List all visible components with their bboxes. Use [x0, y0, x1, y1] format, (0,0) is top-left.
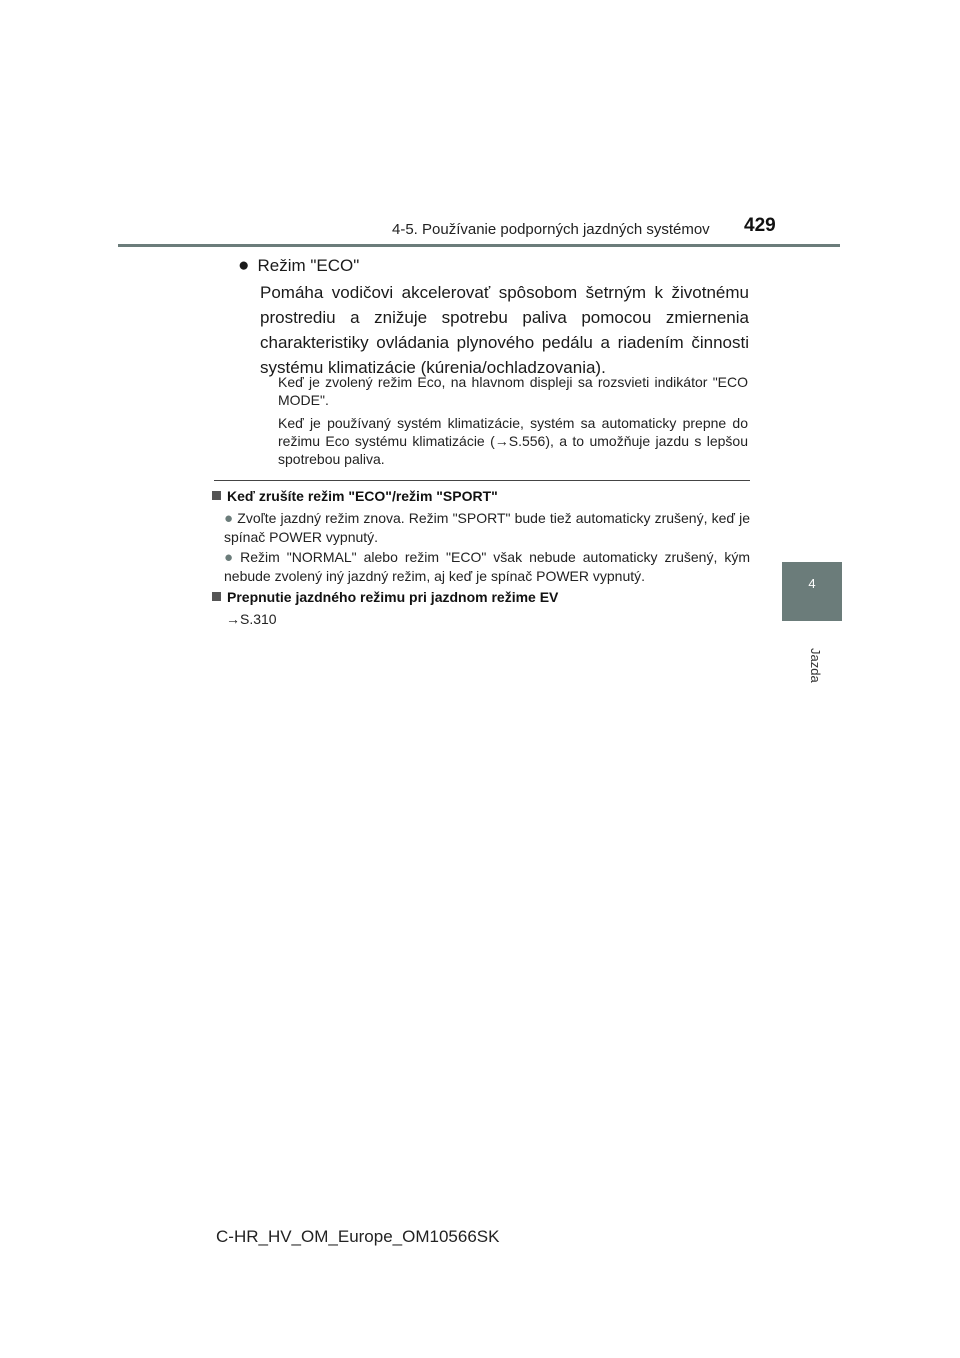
cancel-mode-bullet-2-text: Režim "NORMAL" alebo režim "ECO" však nebude automaticky zrušený, kým nebude zvolený iný jazdný režim, aj keď je spínač POWER vypnutý.	[224, 549, 750, 584]
page-reference-link[interactable]: →S.310	[226, 611, 277, 627]
cancel-mode-heading-text: Keď zrušíte režim "ECO"/režim "SPORT"	[227, 488, 498, 504]
eco-mode-heading	[238, 255, 359, 277]
header-title: 4-5. Používanie podporných jazdných systémov	[392, 221, 710, 238]
section-divider	[214, 480, 750, 481]
eco-note-climate: Keď je používaný systém klimatizácie, systém sa automaticky prepne do režimu Eco systému klimatizácie (→S.556), a to umožňuje jazdu s lepšou spotrebou paliva.	[278, 415, 748, 467]
chapter-tab-number: 4	[808, 576, 816, 591]
cancel-mode-heading	[212, 488, 498, 504]
bullet-dot-icon: ●	[238, 255, 250, 276]
cancel-mode-bullet-1-text: Zvoľte jazdný režim znova. Režim "SPORT" bude tiež automaticky zrušený, keď je spínač POWER vypnutý.	[224, 510, 751, 545]
cancel-mode-bullet-2	[224, 548, 750, 586]
document-code: C-HR_HV_OM_Europe_OM10566SK	[216, 1227, 500, 1246]
eco-mode-heading-text: Režim "ECO"	[257, 256, 360, 275]
square-bullet-icon	[212, 592, 221, 601]
square-bullet-icon	[212, 491, 221, 500]
header-divider	[118, 244, 840, 247]
cancel-mode-bullet-1	[224, 509, 750, 547]
ev-mode-heading-text: Prepnutie jazdného režimu pri jazdnom režime EV	[227, 589, 559, 605]
bullet-dot-icon: ●	[224, 549, 237, 566]
page-number: 429	[744, 215, 776, 236]
chapter-tab	[782, 562, 842, 621]
bullet-dot-icon: ●	[224, 510, 234, 527]
chapter-tab-label: Jazda	[808, 648, 823, 683]
eco-note-display: Keď je zvolený režim Eco, na hlavnom displeji sa rozsvieti indikátor "ECO MODE".	[278, 374, 748, 408]
ev-mode-heading	[212, 589, 558, 605]
eco-mode-description: Pomáha vodičovi akcelerovať spôsobom šetrným k životnému prostrediu a znižuje spotrebu paliva pomocou zmiernenia charakteristiky ovládania plynového pedálu a riadením činnosti systému klimatizácie (kúrenia/ochladzovania).	[260, 283, 749, 377]
